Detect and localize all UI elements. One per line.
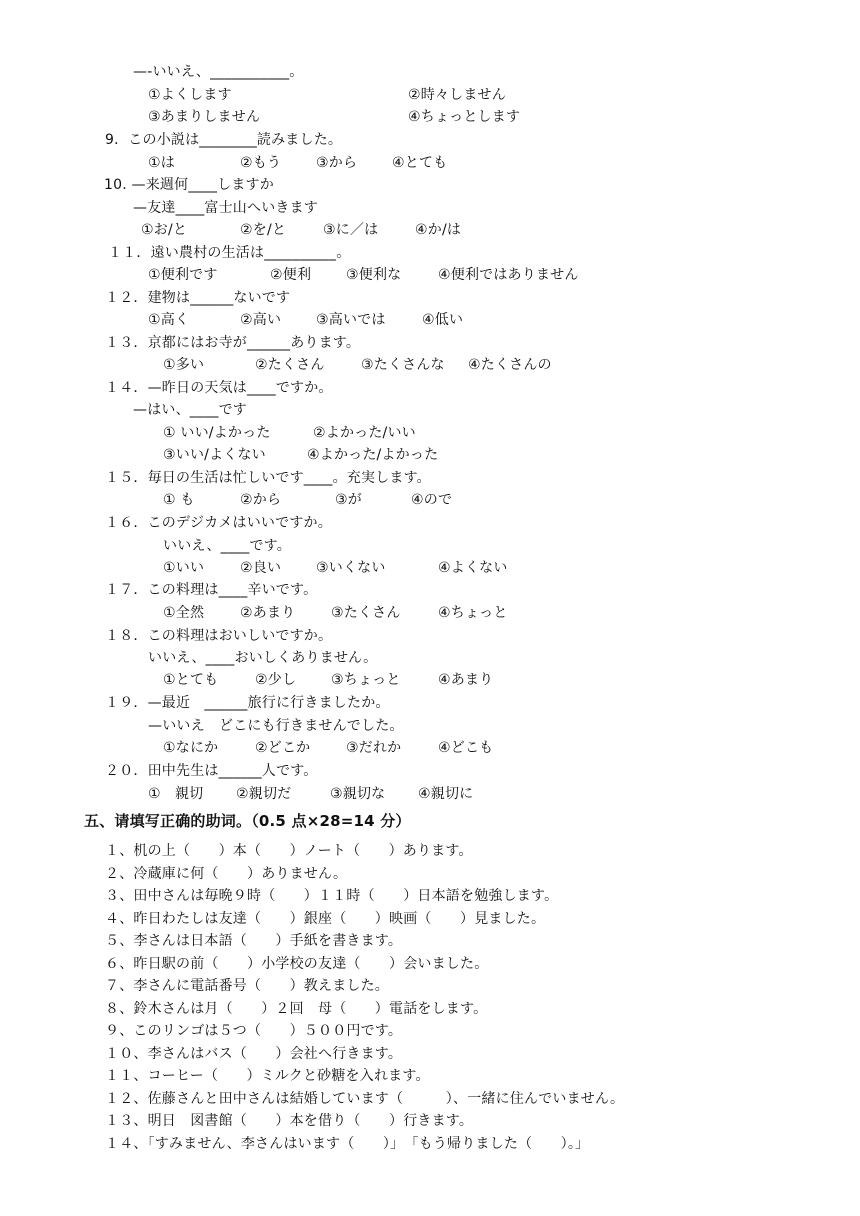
list-item: ７、李さんに電話番号（ ）教えました。 (105, 978, 389, 994)
option: ③が (335, 492, 362, 508)
option: ③あまりしません (148, 109, 261, 125)
list-item: １３、明日 図書館（ ）本を借り（ ）行きます。 (105, 1113, 474, 1129)
option: ④よかった/よかった (307, 447, 439, 463)
option: ②良い (240, 560, 282, 576)
option: ① 親切 (148, 786, 204, 802)
q14-line1: １４．—昨日の天気は____ですか。 (105, 380, 333, 396)
q12-text: １２．建物は______ないです (105, 290, 291, 306)
option: ④ので (411, 492, 453, 508)
option: ②時々しません (408, 87, 506, 103)
option: ②あまり (240, 605, 296, 621)
option: ① も (163, 492, 195, 508)
q19-line1: １９．—最近 ______旅行に行きましたか。 (105, 695, 390, 711)
option: ①お/と (141, 222, 188, 238)
option: ③ちょっと (331, 672, 401, 688)
option: ②もう (240, 155, 282, 171)
section-heading: 五、请填写正确的助词。（0.5 点×28=14 分） (84, 812, 411, 830)
option: ④たくさんの (468, 357, 552, 373)
option: ④親切に (418, 786, 474, 802)
option: ③いくない (316, 560, 386, 576)
option: ②少し (255, 672, 297, 688)
option: ①なにか (163, 740, 219, 756)
option: ④ちょっとします (408, 109, 521, 125)
list-item: ２、冷蔵庫に何（ ）ありません。 (105, 866, 348, 882)
q19-line2: —いいえ どこにも行きませんでした。 (148, 718, 404, 734)
list-item: １２、佐藤さんと田中さんは結婚しています（ ）、一緒に住んでいません。 (105, 1091, 625, 1107)
option: ④とても (392, 155, 448, 171)
option: ①便利です (148, 267, 218, 283)
option: ①高く (148, 312, 190, 328)
option: ②どこか (255, 740, 311, 756)
q14-line2: —はい、____です (133, 402, 247, 418)
q17-text: １７．この料理は____辛いです。 (105, 582, 318, 598)
list-item: ８、鈴木さんは月（ ）２回 母（ ）電話をします。 (105, 1001, 488, 1017)
list-item: ９、このリンゴは５つ（ ）５００円です。 (105, 1023, 403, 1039)
list-item: ６、昨日駅の前（ ）小学校の友達（ ）会いました。 (105, 956, 489, 972)
option: ③便利な (346, 267, 402, 283)
q11-text: １１．遠い農村の生活は__________。 (108, 245, 351, 261)
option: ②よかった/いい (313, 425, 416, 441)
option: ④便利ではありません (438, 267, 579, 283)
list-item: ４、昨日わたしは友達（ ）銀座（ ）映画（ ）見ました。 (105, 911, 546, 927)
option: ④か/は (415, 222, 462, 238)
option: ① いい/よかった (163, 425, 271, 441)
option: ②たくさん (255, 357, 325, 373)
option: ②から (240, 492, 282, 508)
option: ③たくさんな (361, 357, 445, 373)
list-item: ３、田中さんは毎晩９時（ ）１１時（ ）日本語を勉強します。 (105, 888, 559, 904)
q16-line1: １６．このデジカメはいいですか。 (105, 515, 332, 531)
option: ①よくします (148, 87, 232, 103)
q16-line2: いいえ、____です。 (163, 538, 291, 554)
list-item: １１、コーヒー（ ）ミルクと砂糖を入れます。 (105, 1068, 430, 1084)
option: ③高いでは (316, 312, 386, 328)
q9-text: 9．この小説は________読みました。 (105, 132, 343, 148)
option: ④あまり (438, 672, 494, 688)
option: ①多い (163, 357, 205, 373)
list-item: １４、「すみません、李さんはいます（ ）」 「もう帰りました（ ）。」 (105, 1136, 590, 1152)
q8-answer-line: —-いいえ、___________。 (133, 64, 304, 80)
option: ②便利 (270, 267, 312, 283)
option: ③親切な (330, 786, 386, 802)
q20-text: ２０．田中先生は______人です。 (105, 763, 318, 779)
option: ③から (316, 155, 358, 171)
q18-line2: いいえ、____おいしくありません。 (148, 650, 378, 666)
q13-text: １３．京都にはお寺が______あります。 (105, 335, 361, 351)
option: ④よくない (438, 560, 508, 576)
option: ③いい/よくない (163, 447, 266, 463)
option: ②を/と (240, 222, 287, 238)
list-item: １０、李さんはバス（ ）会社へ行きます。 (105, 1046, 403, 1062)
option: ①は (148, 155, 175, 171)
option: ③に／は (323, 222, 379, 238)
option: ④ちょっと (438, 605, 508, 621)
q10-line2: —友達____富士山へいきます (133, 200, 318, 216)
q10-line1: 10. —来週何____しますか (104, 177, 274, 193)
list-item: ５、李さんは日本語（ ）手紙を書きます。 (105, 933, 403, 949)
q18-line1: １８．この料理はおいしいですか。 (105, 628, 333, 644)
option: ①とても (163, 672, 219, 688)
q15-text: １５．毎日の生活は忙しいです____。充実します。 (105, 470, 431, 486)
option: ①いい (163, 560, 205, 576)
option: ③だれか (346, 740, 402, 756)
list-item: １、机の上（ ）本（ ）ノート（ ）あります。 (105, 843, 473, 859)
option: ②高い (240, 312, 282, 328)
option: ④どこも (438, 740, 494, 756)
option: ②親切だ (236, 786, 292, 802)
option: ③たくさん (331, 605, 401, 621)
option: ①全然 (163, 605, 205, 621)
option: ④低い (422, 312, 464, 328)
